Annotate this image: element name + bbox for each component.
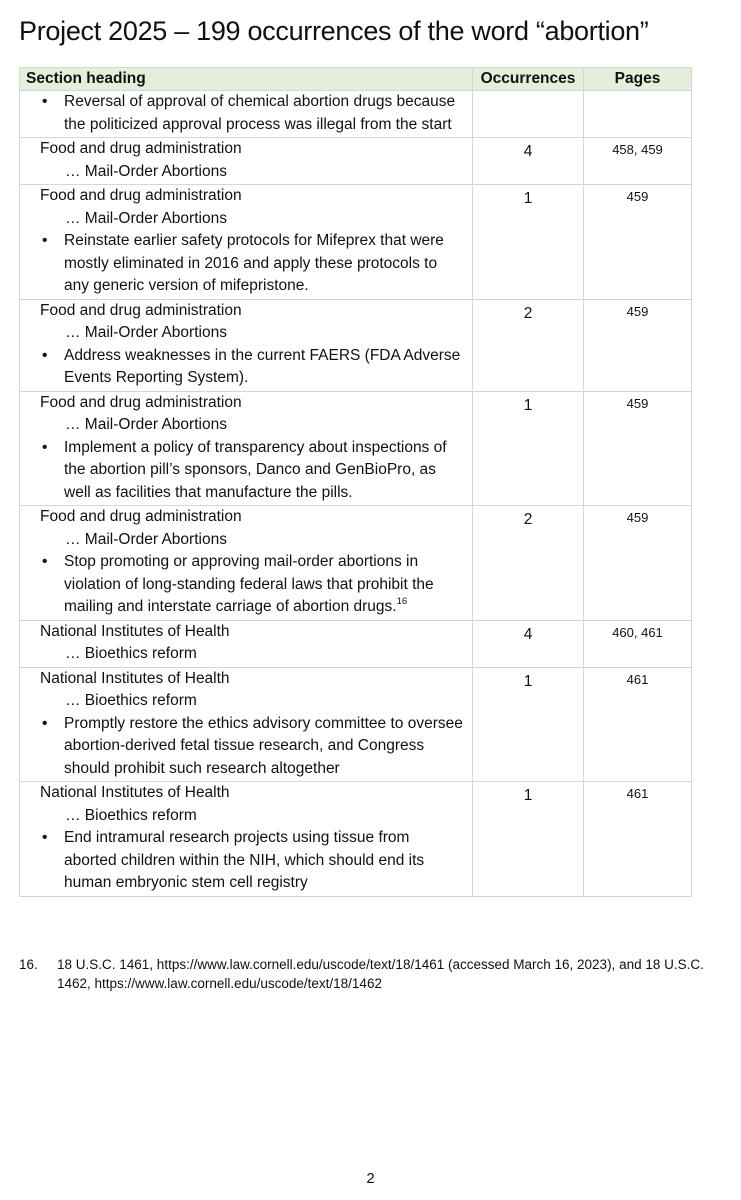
bullet-icon: •	[42, 232, 48, 249]
section-cell	[20, 667, 473, 782]
table-header-row	[20, 68, 692, 91]
header-section-heading: Section heading	[20, 68, 473, 91]
section-heading: Food and drug administration	[40, 393, 242, 411]
occurrences-cell	[473, 91, 584, 138]
bullet-text-wrap	[64, 91, 466, 136]
section-cell	[20, 391, 473, 506]
pages-cell: 459	[584, 391, 692, 506]
bullet-item	[40, 230, 466, 298]
bullet-text-wrap	[64, 551, 466, 619]
bullet-icon: •	[42, 346, 48, 364]
section-cell	[20, 185, 473, 300]
bullet-text-wrap	[64, 437, 466, 505]
section-heading: Food and drug administration	[40, 140, 242, 157]
bullet-text-wrap	[64, 345, 466, 390]
section-cell	[20, 506, 473, 621]
table-row	[20, 506, 692, 621]
bullet-icon: •	[42, 93, 48, 110]
section-cell	[20, 299, 473, 391]
occurrences-cell: 1	[473, 667, 584, 782]
footnote	[19, 955, 719, 993]
bullet-text: Promptly restore the ethics advisory committee to oversee abortion-derived fetal tissue research, and Congress should prohibit such research altogether	[64, 714, 463, 777]
footnote-ref: 16	[396, 595, 408, 607]
pages-cell: 461	[584, 667, 692, 782]
header-occurrences: Occurrences	[473, 68, 584, 91]
pages-cell: 461	[584, 782, 692, 897]
table-body	[20, 91, 692, 897]
section-cell	[20, 91, 473, 138]
bullet-item	[40, 437, 466, 505]
table-row	[20, 667, 692, 782]
occurrences-cell: 1	[473, 782, 584, 897]
bullet-item	[40, 345, 466, 390]
occurrences-cell: 4	[473, 620, 584, 667]
bullet-text: End intramural research projects using tissue from aborted children within the NIH, which should end its human embryonic stem cell registry	[64, 829, 425, 891]
bullet-text-wrap	[64, 827, 466, 895]
occurrences-table	[19, 67, 692, 897]
table-row	[20, 391, 692, 506]
section-subheading: … Bioethics reform	[65, 645, 197, 662]
bullet-text-wrap	[64, 230, 466, 298]
page-title: Project 2025 – 199 occurrences of the word “abortion”	[19, 16, 649, 46]
bullet-icon: •	[42, 553, 48, 570]
table-row	[20, 138, 692, 185]
section-subheading: … Mail-Order Abortions	[65, 416, 227, 433]
bullet-text: Address weaknesses in the current FAERS (FDA Adverse Events Reporting System).	[64, 346, 461, 386]
pages-cell: 458, 459	[584, 138, 692, 185]
bullet-item	[40, 551, 466, 619]
section-subheading: … Mail-Order Abortions	[65, 209, 227, 227]
occurrences-cell: 2	[473, 506, 584, 621]
page-number: 2	[366, 1170, 375, 1187]
footnote-number: 16.	[19, 957, 38, 972]
section-subheading: … Bioethics reform	[65, 806, 197, 824]
section-subheading: … Mail-Order Abortions	[65, 530, 227, 548]
occurrences-cell: 2	[473, 299, 584, 391]
section-heading: National Institutes of Health	[40, 784, 230, 801]
section-heading: National Institutes of Health	[40, 669, 230, 687]
table-row	[20, 782, 692, 897]
section-heading: Food and drug administration	[40, 187, 242, 204]
occurrences-cell: 1	[473, 391, 584, 506]
table-row	[20, 91, 692, 138]
section-cell	[20, 782, 473, 897]
bullet-item	[40, 827, 466, 895]
occurrences-cell: 1	[473, 185, 584, 300]
bullet-icon: •	[42, 829, 48, 846]
section-cell	[20, 620, 473, 667]
table-row	[20, 299, 692, 391]
table-row	[20, 620, 692, 667]
bullet-text: Reversal of approval of chemical abortion drugs because the politicized approval process was illegal from the start	[64, 93, 456, 133]
section-subheading: … Bioethics reform	[65, 692, 197, 709]
section-heading: National Institutes of Health	[40, 622, 230, 640]
table-row	[20, 185, 692, 300]
header-pages: Pages	[584, 68, 692, 91]
section-heading: Food and drug administration	[40, 301, 242, 319]
bullet-item	[40, 713, 466, 781]
occurrences-cell: 4	[473, 138, 584, 185]
pages-cell	[584, 91, 692, 138]
bullet-text: Reinstate earlier safety protocols for Mifeprex that were mostly eliminated in 2016 and apply these protocols to any generic version of mifepristone.	[64, 232, 444, 294]
bullet-text: Stop promoting or approving mail-order abortions in violation of long-standing federal laws that prohibit the mailing and interstate carriage of abortion drugs.	[64, 553, 434, 615]
pages-cell: 460, 461	[584, 620, 692, 667]
bullet-text-wrap	[64, 713, 466, 781]
bullet-item	[40, 91, 466, 136]
pages-cell: 459	[584, 506, 692, 621]
section-heading: Food and drug administration	[40, 508, 242, 525]
pages-cell: 459	[584, 185, 692, 300]
bullet-text: Implement a policy of transparency about inspections of the abortion pill’s sponsors, Danco and GenBioPro, as well as facilities that manufacture the pills.	[64, 438, 447, 501]
bullet-icon: •	[42, 438, 48, 456]
footnote-text: 18 U.S.C. 1461, https://www.law.cornell.edu/uscode/text/18/1461 (accessed March 16, 2023), and 18 U.S.C. 1462, https://www.law.cornell.edu/uscode/text/18/1462	[57, 957, 704, 991]
bullet-icon: •	[42, 714, 48, 732]
section-subheading: … Mail-Order Abortions	[65, 162, 227, 180]
pages-cell: 459	[584, 299, 692, 391]
section-cell	[20, 138, 473, 185]
section-subheading: … Mail-Order Abortions	[65, 324, 227, 341]
